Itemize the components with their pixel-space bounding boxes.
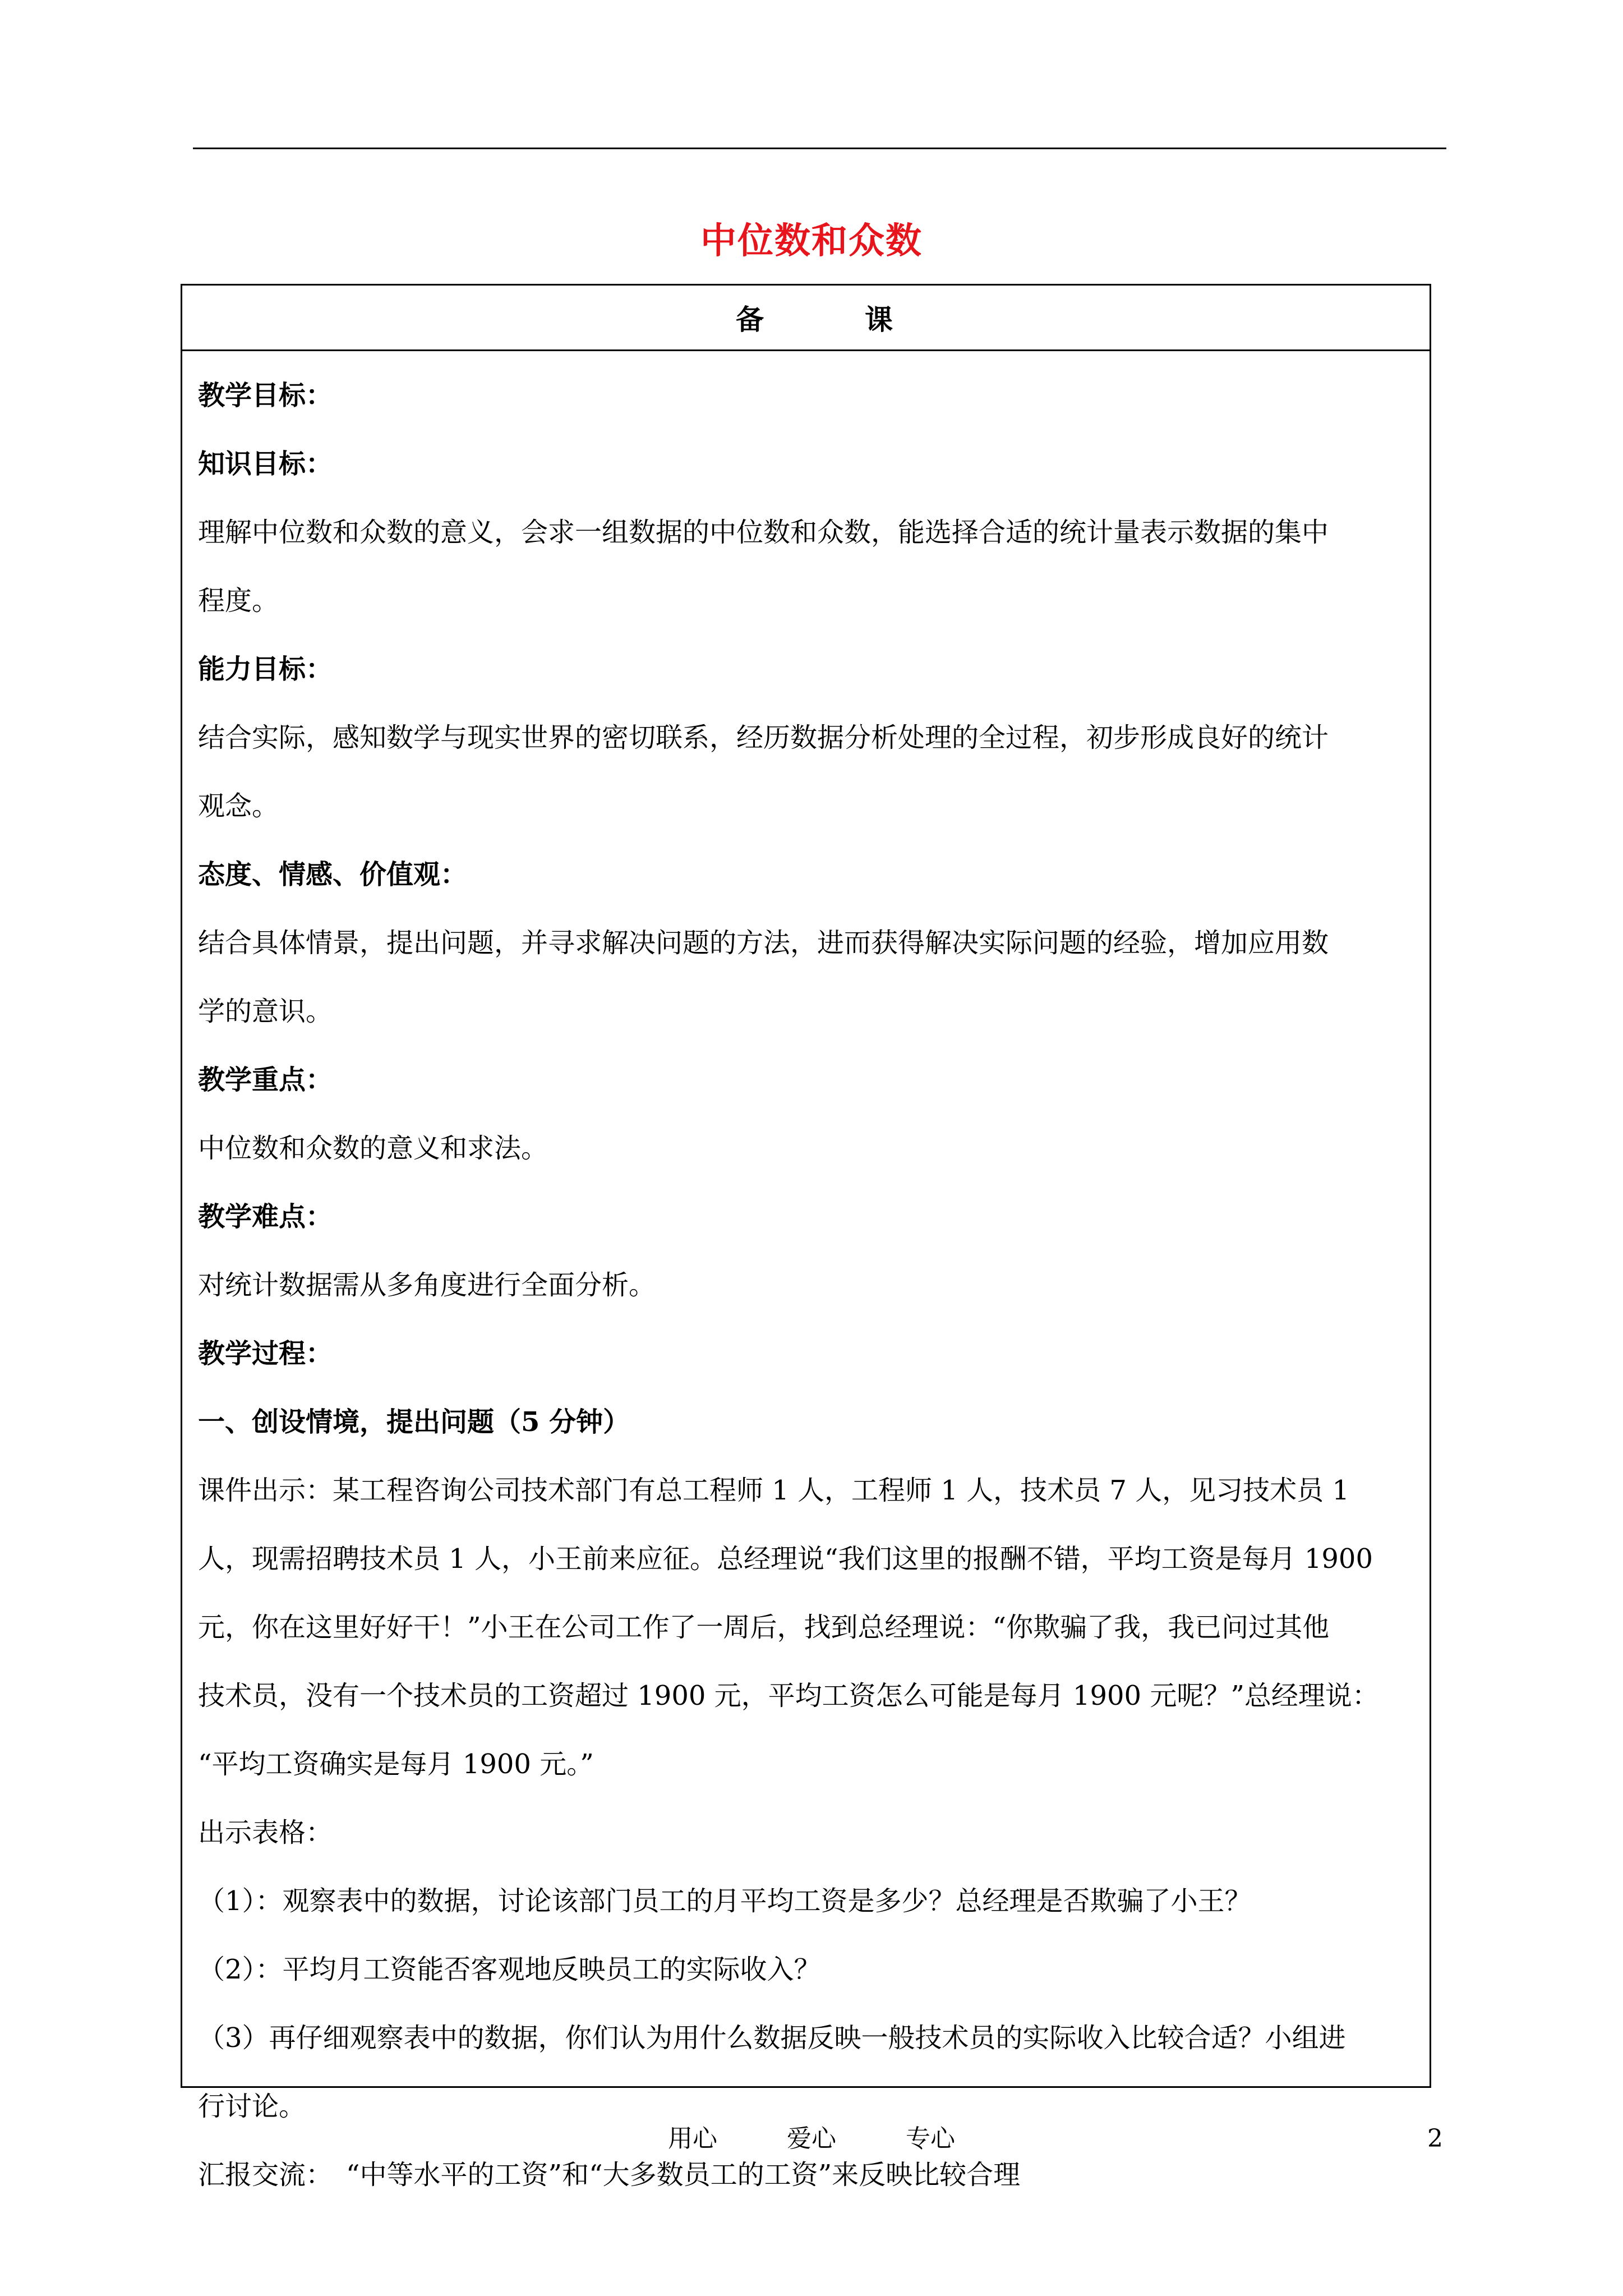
table-header-char-1: 备: [736, 303, 764, 336]
footer-motto: [0, 2122, 1623, 2156]
section-heading: 态度、情感、价值观：: [198, 859, 468, 890]
footer-item-2: 爱心: [787, 2124, 836, 2153]
content-line: 人，现需招聘技术员 1 人，小王前来应征。总经理说“我们这里的报酬不错，平均工资是每月 1900: [198, 1543, 1373, 1575]
footer-item-1: 用心: [668, 2124, 717, 2153]
table-header-char-2: 课: [865, 303, 893, 336]
section-heading: 教学难点：: [198, 1201, 333, 1232]
footer-item-3: 专心: [906, 2124, 955, 2153]
content-line: 汇报交流： “中等水平的工资”和“大多数员工的工资”来反映比较合理: [198, 2159, 1021, 2191]
section-heading: 一、创设情境，提出问题（5 分钟）: [198, 1406, 630, 1438]
content-line: （3）再仔细观察表中的数据，你们认为用什么数据反映一般技术员的实际收入比较合适？小组进: [198, 2022, 1346, 2054]
content-line: 学的意识。: [198, 996, 333, 1027]
content-line: 技术员，没有一个技术员的工资超过 1900 元，平均工资怎么可能是每月 1900 元呢？”总经理说：: [198, 1680, 1379, 1711]
section-heading: 教学重点：: [198, 1064, 333, 1096]
content-line: 行讨论。: [198, 2091, 306, 2122]
content-line: 理解中位数和众数的意义，会求一组数据的中位数和众数，能选择合适的统计量表示数据的集中: [198, 517, 1329, 548]
table-header: [182, 286, 1430, 351]
content-line: （2）：平均月工资能否客观地反映员工的实际收入？: [198, 1954, 821, 1985]
section-heading: 教学目标：: [198, 380, 333, 411]
content-line: 出示表格：: [198, 1817, 333, 1848]
content-line: 观念。: [198, 790, 279, 822]
content-line: 对统计数据需从多角度进行全面分析。: [198, 1269, 656, 1301]
content-line: 程度。: [198, 585, 279, 616]
content-line: 课件出示：某工程咨询公司技术部门有总工程师 1 人，工程师 1 人，技术员 7 人，见习技术员 1: [198, 1475, 1349, 1506]
document-title: 中位数和众数: [700, 220, 923, 262]
header-rule: [193, 148, 1446, 149]
section-heading: 知识目标：: [198, 448, 333, 480]
content-line: 结合实际，感知数学与现实世界的密切联系，经历数据分析处理的全过程，初步形成良好的统计: [198, 722, 1329, 753]
section-heading: 教学过程：: [198, 1338, 333, 1369]
content-line: 中位数和众数的意义和求法。: [198, 1133, 548, 1164]
section-heading: 能力目标：: [198, 654, 333, 685]
content-line: 结合具体情景，提出问题，并寻求解决问题的方法，进而获得解决实际问题的经验，增加应用数: [198, 927, 1329, 959]
lesson-content: [182, 361, 1430, 2209]
content-line: 元，你在这里好好干！”小王在公司工作了一周后，找到总经理说：“你欺骗了我，我已问过其他: [198, 1612, 1330, 1643]
page-number: 2: [1427, 2124, 1443, 2153]
content-line: （1）：观察表中的数据，讨论该部门员工的月平均工资是多少？总经理是否欺骗了小王？: [198, 1885, 1252, 1917]
content-line: “平均工资确实是每月 1900 元。”: [198, 1749, 594, 1780]
